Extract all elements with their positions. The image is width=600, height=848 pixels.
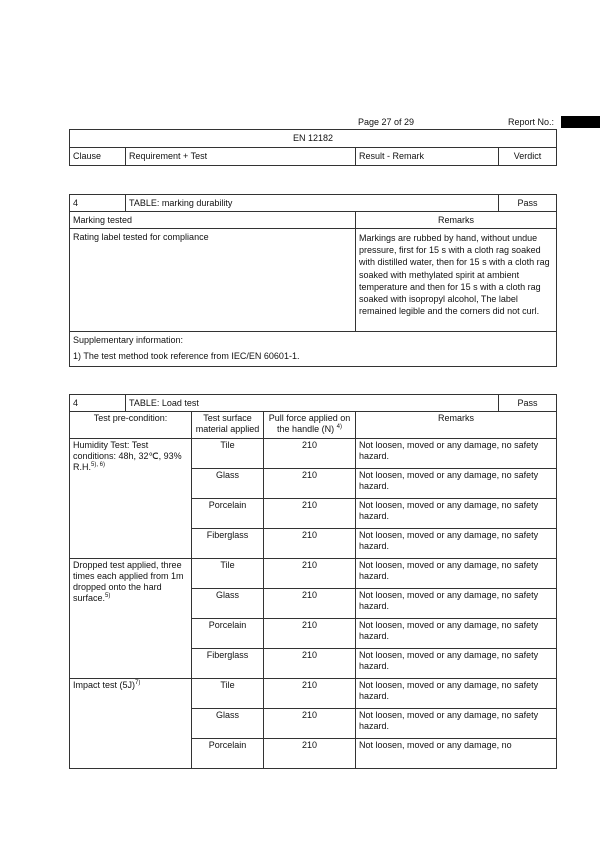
table-title: TABLE: marking durability <box>126 195 499 212</box>
verdict: Pass <box>499 395 557 412</box>
remark-cell: Not loosen, moved or any damage, no safety hazard. <box>356 709 557 739</box>
remark-cell: Not loosen, moved or any damage, no safety hazard. <box>356 589 557 619</box>
surface-cell: Tile <box>192 439 264 469</box>
col-result: Result - Remark <box>356 148 499 166</box>
clause-number: 4 <box>70 195 126 212</box>
force-cell: 210 <box>264 469 356 499</box>
clause-number: 4 <box>70 395 126 412</box>
col-remarks: Remarks <box>356 412 557 439</box>
precondition-cell: Dropped test applied, three times each applied from 1m dropped onto the hard surface.$^{5)}$ <box>70 559 192 679</box>
col-marking-tested: Marking tested <box>70 212 356 229</box>
remark-cell: Not loosen, moved or any damage, no safety hazard. <box>356 619 557 649</box>
force-cell: 210 <box>264 619 356 649</box>
report-number-label: Report No.: <box>508 117 555 127</box>
surface-cell: Fiberglass <box>192 529 264 559</box>
col-precondition: Test pre-condition: <box>70 412 192 439</box>
table-row <box>70 679 557 709</box>
remark-cell: Not loosen, moved or any damage, no safety hazard. <box>356 649 557 679</box>
force-cell: 210 <box>264 559 356 589</box>
col-verdict: Verdict <box>499 148 557 166</box>
force-cell: 210 <box>264 439 356 469</box>
surface-cell: Glass <box>192 469 264 499</box>
table-row <box>70 439 557 469</box>
remark-cell: Not loosen, moved or any damage, no <box>356 739 557 769</box>
surface-cell: Porcelain <box>192 739 264 769</box>
supplementary-label: Supplementary information: <box>70 332 557 351</box>
surface-cell: Porcelain <box>192 619 264 649</box>
marking-item: Rating label tested for compliance <box>70 229 356 332</box>
remark-cell: Not loosen, moved or any damage, no safety hazard. <box>356 469 557 499</box>
precondition-cell: Humidity Test: Test conditions: 48h, 32℃, 93% R.H.$^{5), 6)}$ <box>70 439 192 559</box>
force-cell: 210 <box>264 679 356 709</box>
surface-cell: Porcelain <box>192 499 264 529</box>
report-header-table <box>69 129 557 166</box>
col-surface: Test surface material applied <box>192 412 264 439</box>
force-cell: 210 <box>264 589 356 619</box>
remark-cell: Not loosen, moved or any damage, no safety hazard. <box>356 559 557 589</box>
remark-cell: Not loosen, moved or any damage, no safety hazard. <box>356 679 557 709</box>
surface-cell: Tile <box>192 679 264 709</box>
force-cell: 210 <box>264 709 356 739</box>
page-header <box>70 117 556 129</box>
marking-durability-table <box>69 194 557 367</box>
col-requirement: Requirement + Test <box>126 148 356 166</box>
table-row <box>70 559 557 589</box>
force-cell: 210 <box>264 499 356 529</box>
supplementary-note: 1) The test method took reference from IEC/EN 60601-1. <box>70 350 557 367</box>
force-cell: 210 <box>264 739 356 769</box>
table-title: TABLE: Load test <box>126 395 499 412</box>
col-remarks: Remarks <box>356 212 557 229</box>
precondition-cell: Impact test $(5J)^{7)}$ <box>70 679 192 769</box>
force-cell: 210 <box>264 529 356 559</box>
surface-cell: Fiberglass <box>192 649 264 679</box>
load-test-table <box>69 394 557 769</box>
surface-cell: Glass <box>192 589 264 619</box>
page-number: Page 27 of 29 <box>357 117 414 127</box>
col-clause: Clause <box>70 148 126 166</box>
remark-cell: Not loosen, moved or any damage, no safety hazard. <box>356 499 557 529</box>
surface-cell: Tile <box>192 559 264 589</box>
remark-cell: Not loosen, moved or any damage, no safety hazard. <box>356 439 557 469</box>
surface-cell: Glass <box>192 709 264 739</box>
verdict: Pass <box>499 195 557 212</box>
force-cell: 210 <box>264 649 356 679</box>
redacted-report-number <box>561 116 600 128</box>
standard-title: EN 12182 <box>70 130 557 148</box>
marking-remarks: Markings are rubbed by hand, without undue pressure, first for 15 s with a cloth rag soaked with distilled water, then for 15 s with a cloth rag soaked with methylated spirit at ambient temperature and then for 15 s with a cloth rag soaked with isopropyl alcohol, The label remained legible and the corners did not curl. <box>356 229 557 332</box>
col-force: Pull force applied on the handle (N) $^{4)}$ <box>264 412 356 439</box>
remark-cell: Not loosen, moved or any damage, no safety hazard. <box>356 529 557 559</box>
